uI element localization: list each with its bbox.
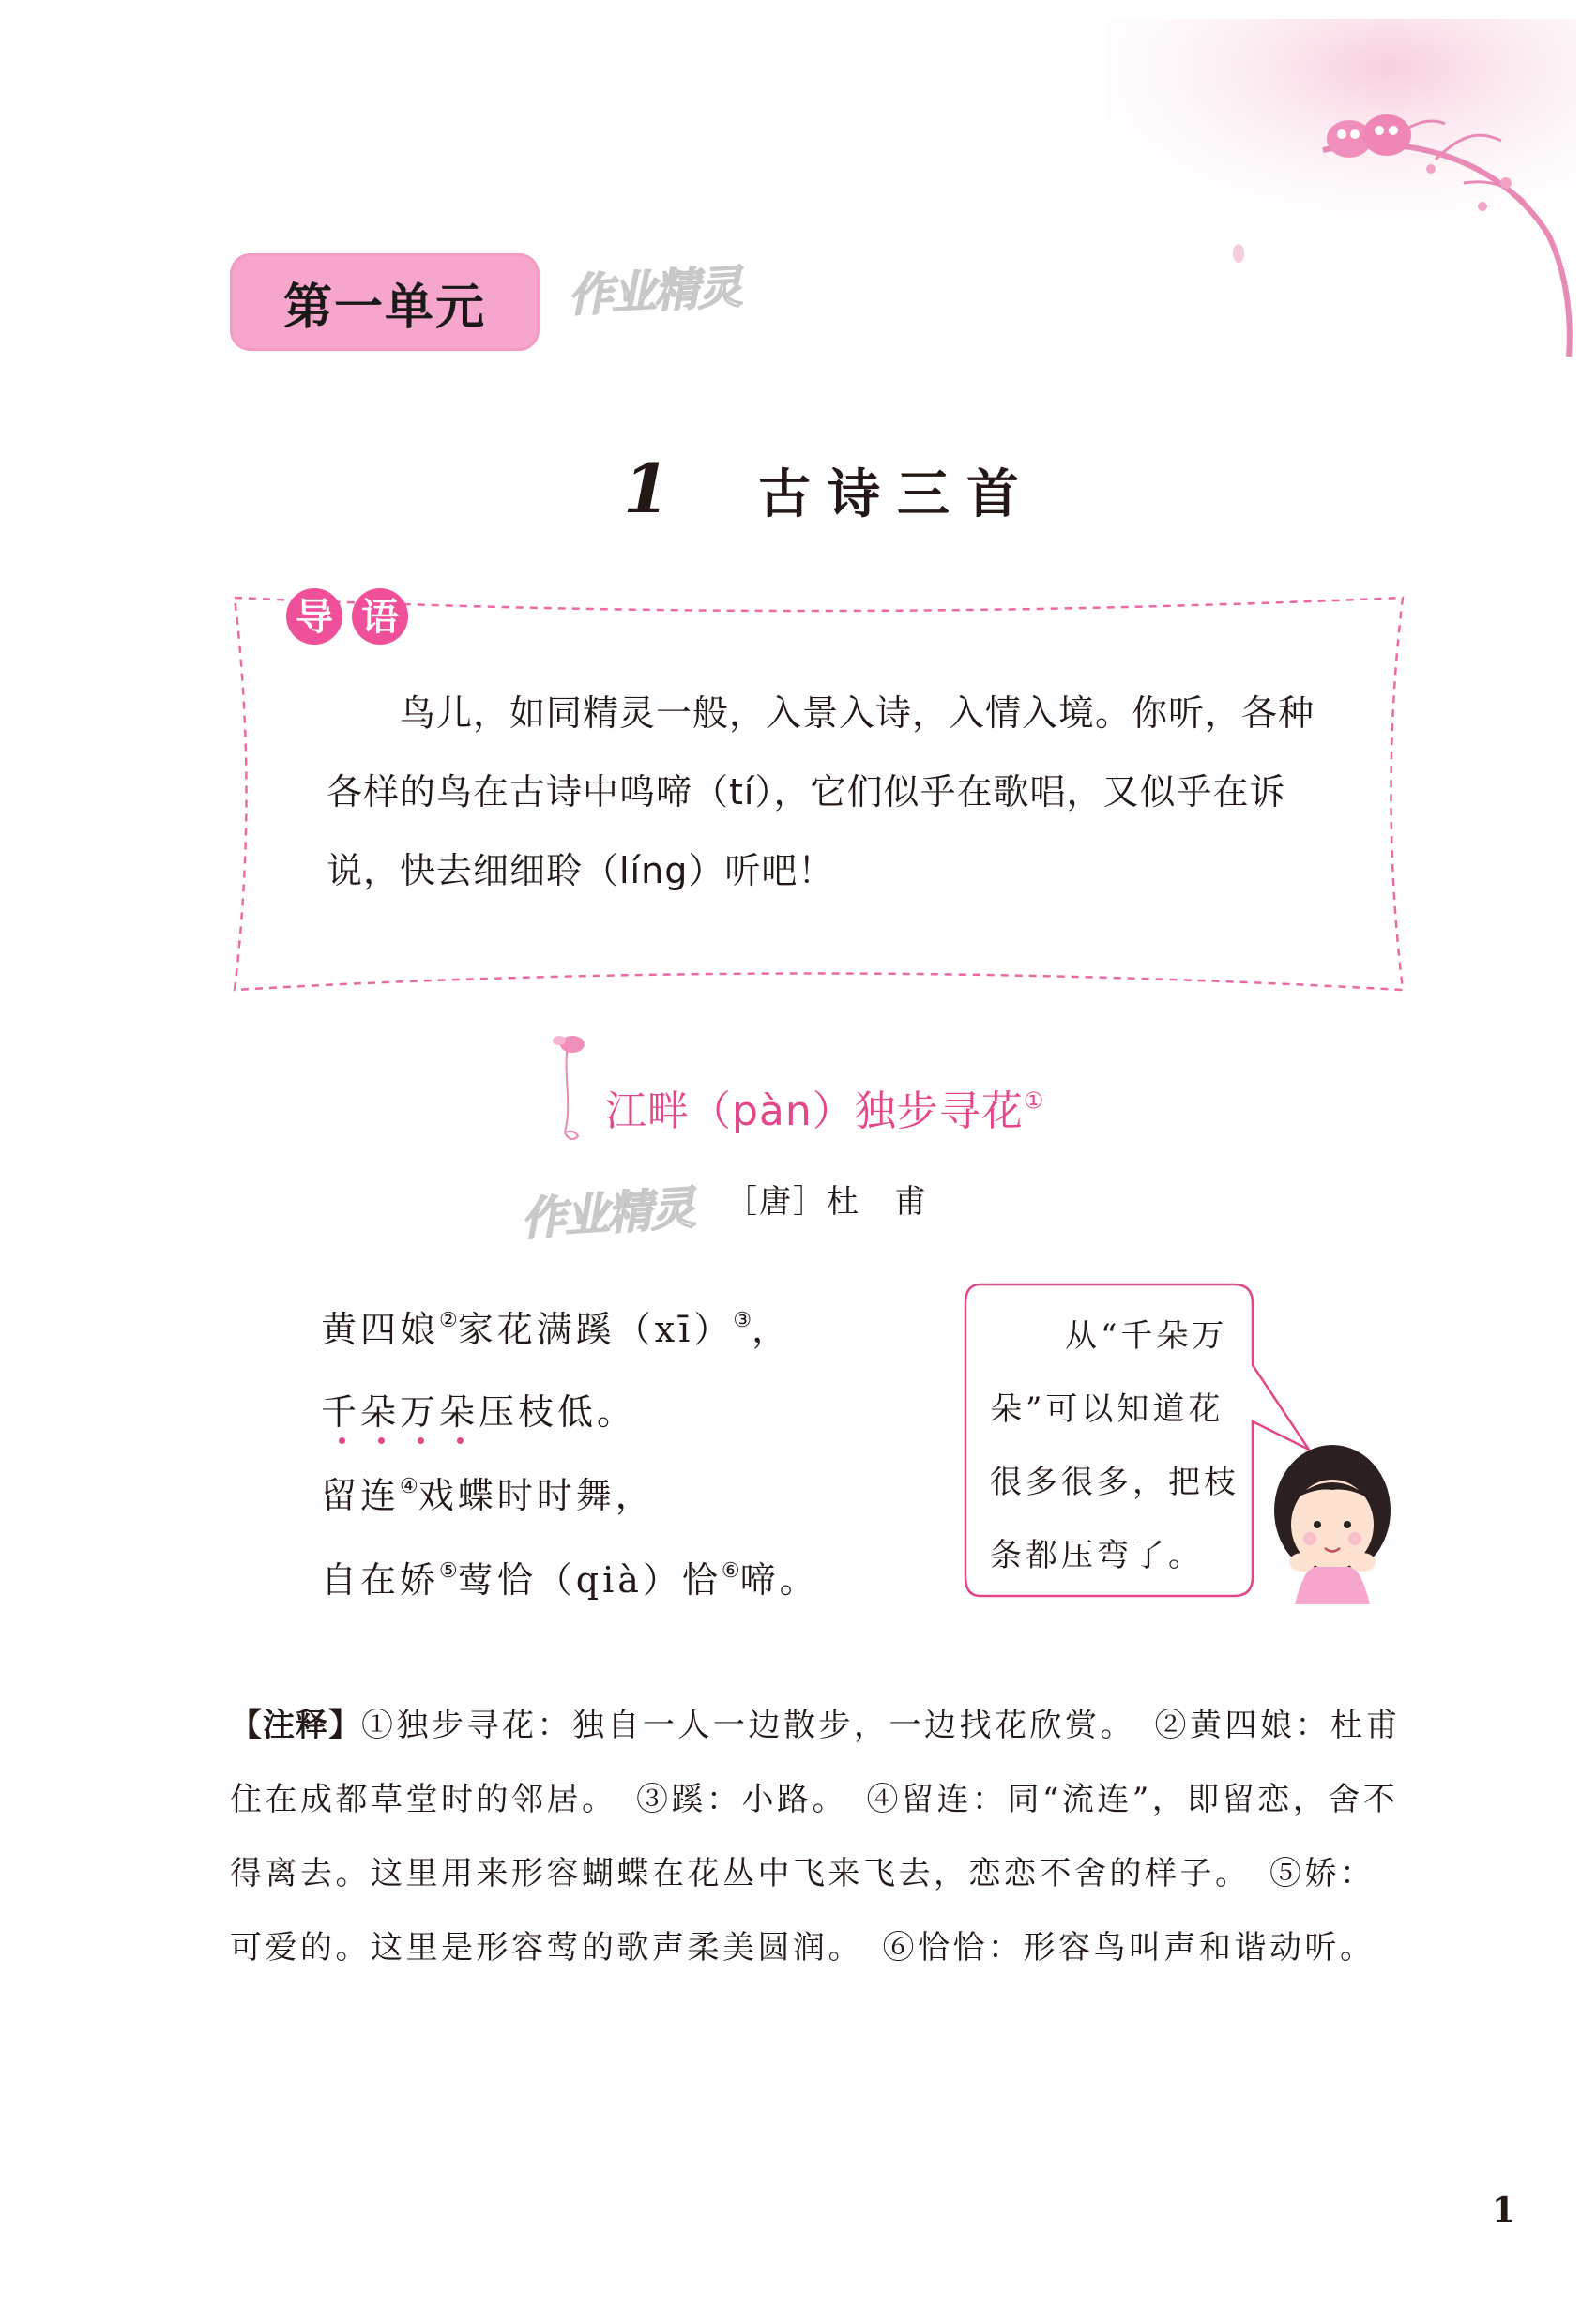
poem-title: [605, 1077, 1044, 1137]
poem-text: 啼。: [739, 1559, 819, 1601]
note-mark: ④: [400, 1475, 418, 1498]
poem-text: 家花满蹊（xī）: [457, 1309, 734, 1350]
emphasis-dot: [339, 1437, 345, 1444]
notes-label: 【注释】: [230, 1707, 361, 1744]
note-mark: ②: [439, 1309, 458, 1332]
notes-text: ①独步寻花：独自一人一边散步，一边找花欣赏。 ②黄四娘：杜甫住在成都草堂时的邻居。 ③蹊：小路。 ④留连：同“流连”，即留恋，舍不得离去。这里用来形容蝴蝶在花丛中飞来飞去，恋恋不舍的样子。 ⑤娇：可爱的。这里是形容莺的歌声柔美圆润。 ⑥恰恰：形容鸟叫声和谐动听。: [230, 1707, 1401, 1967]
lesson-number: 1: [623, 448, 671, 528]
poem-text: 戏蝶时时舞，: [418, 1475, 655, 1516]
poem-author: ［唐］杜 甫: [725, 1183, 928, 1221]
poem-line: [321, 1551, 819, 1603]
branch-owls-illustration: [1107, 19, 1576, 375]
poem-text: 自在娇: [321, 1559, 440, 1601]
unit-badge: 第一单元: [230, 253, 540, 351]
page-number: 1: [1492, 2191, 1516, 2230]
watermark: 作业精灵: [519, 1181, 696, 1247]
note-mark: ③: [733, 1309, 752, 1332]
intro-heading-char-1: 导: [296, 596, 333, 639]
girl-illustration: [1257, 1436, 1407, 1609]
lesson-title: 古诗三首: [758, 464, 1036, 525]
poem-text: 莺恰（qià）恰: [457, 1559, 722, 1601]
poem-title-text: 江畔（pàn）独步寻花: [605, 1087, 1024, 1135]
poem-text: 留连: [321, 1475, 401, 1516]
emphasis-dot: [418, 1437, 424, 1444]
emphasis-dot: [378, 1437, 385, 1444]
intro-heading-char-2: 语: [361, 596, 399, 639]
speech-bubble-text: 从“千朵万朵”可以知道花很多很多，把枝条都压弯了。: [990, 1317, 1239, 1574]
notes-section: [230, 1689, 1403, 1985]
intro-text: 鸟儿，如同精灵一般，入景入诗，入情入境。你听，各种各样的鸟在古诗中鸣啼（tí），它们似乎在歌唱，又似乎在诉说，快去细细聆（líng）听吧！: [327, 692, 1315, 891]
poem-line: [321, 1300, 791, 1352]
poem-line: [321, 1466, 655, 1518]
watermark: 作业精灵: [566, 261, 742, 323]
poem-text: 黄四娘: [321, 1309, 440, 1350]
flower-stem-icon: [535, 1027, 600, 1140]
note-mark: ⑥: [721, 1559, 740, 1583]
poem-text: ，: [752, 1309, 792, 1350]
poem-title-note-mark: ①: [1023, 1087, 1045, 1114]
emphasis-dot: [457, 1437, 464, 1444]
poem-line: 千朵万朵压枝低。: [321, 1391, 637, 1433]
note-mark: ⑤: [439, 1559, 458, 1583]
